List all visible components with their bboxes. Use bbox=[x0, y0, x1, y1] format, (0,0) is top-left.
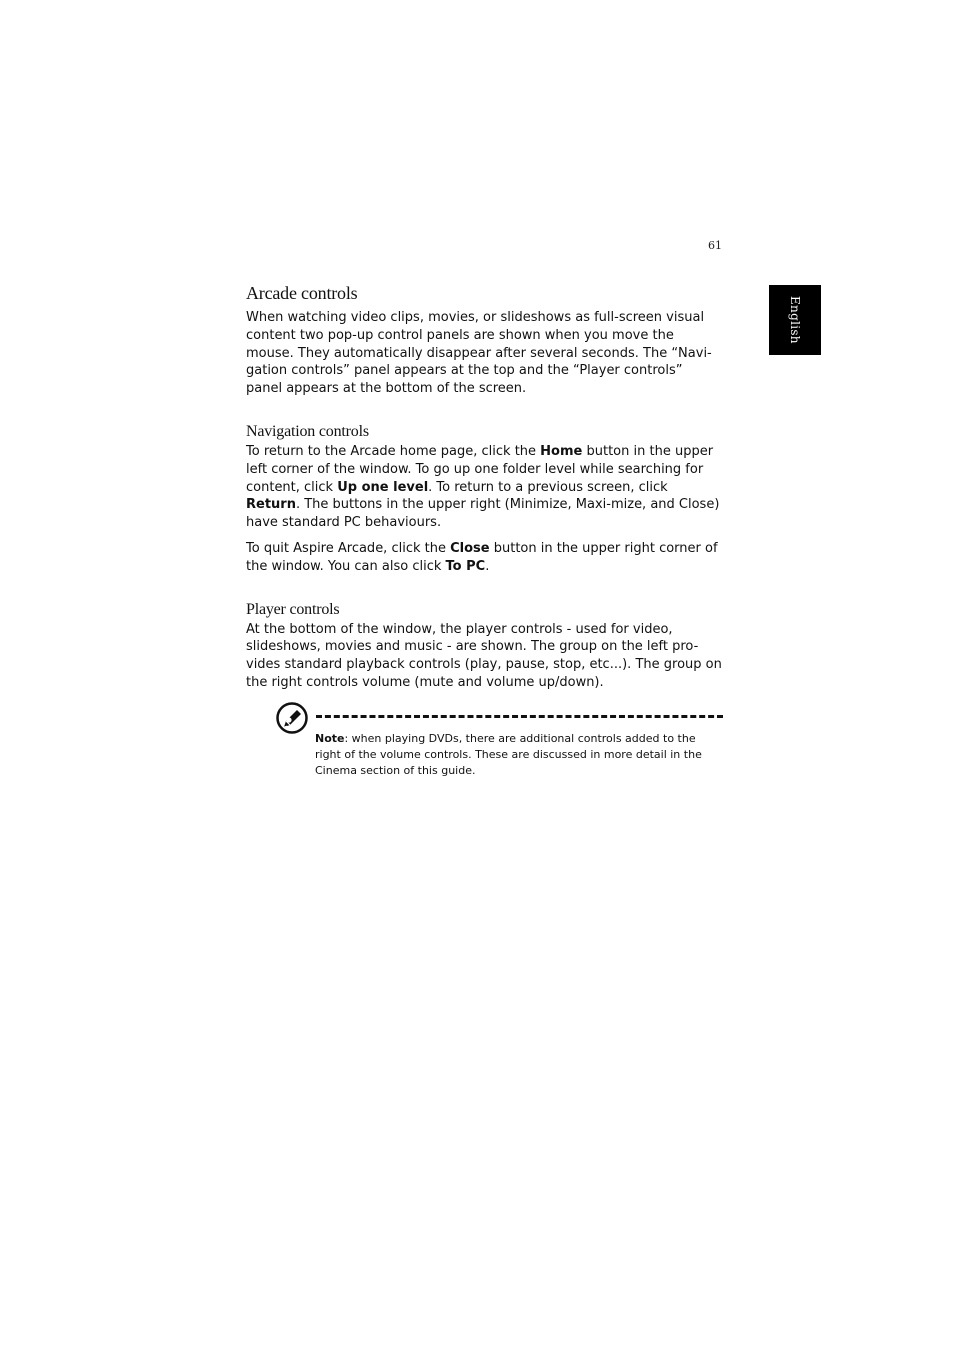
intro-paragraph: When watching video clips, movies, or slideshows as full-screen visual content two pop-up control panels are shown when you move the mouse. They automatically disappear after several seconds. The “Navi-gation controls” panel appears at the top and the “Player controls” panel appears at the bottom of the screen. bbox=[246, 310, 712, 397]
text-run: To quit Aspire Arcade, click the bbox=[246, 540, 451, 556]
main-content bbox=[246, 282, 722, 692]
home-term: Home bbox=[540, 443, 583, 459]
text-run: . bbox=[485, 558, 490, 574]
player-controls-heading: Player controls bbox=[246, 600, 340, 618]
note-divider bbox=[316, 715, 723, 718]
return-term: Return bbox=[246, 497, 296, 513]
note-body: : when playing DVDs, there are additional controls added to the right of the volume controls. These are discussed in more detail in the Cinema section of this guide. bbox=[315, 732, 702, 777]
player-paragraph: At the bottom of the window, the player controls - used for video, slideshows, movies and music - are shown. The group on the left pro-vides standard playback controls (play, pause, stop, etc...). The group on the right controls volume (mute and volume up/down). bbox=[246, 621, 722, 690]
language-tab-label: English bbox=[788, 296, 802, 344]
language-tab bbox=[769, 285, 821, 355]
text-run: To return to the Arcade home page, click the bbox=[246, 443, 541, 459]
to-pc-term: To PC bbox=[445, 558, 486, 574]
note-pen-icon bbox=[276, 702, 308, 734]
page-number: 61 bbox=[708, 239, 722, 252]
navigation-paragraph-2 bbox=[246, 540, 722, 576]
up-one-level-term: Up one level bbox=[337, 479, 429, 495]
note-box bbox=[276, 702, 724, 782]
note-label: Note bbox=[315, 732, 345, 745]
navigation-paragraph-1 bbox=[246, 443, 722, 532]
text-run: button in the upper left corner of the window. To go up one folder level while searching for content, click bbox=[246, 443, 714, 495]
text-run: . To return to a previous screen, click bbox=[428, 479, 668, 495]
text-run: . The buttons in the upper right (Minimize, Maxi-mize, and Close) have standard PC behaviours. bbox=[246, 497, 720, 531]
note-text bbox=[315, 731, 715, 779]
section-title: Arcade controls bbox=[246, 283, 358, 303]
close-term: Close bbox=[450, 540, 490, 556]
navigation-controls-heading: Navigation controls bbox=[246, 422, 369, 440]
text-run: button in the upper right corner of the window. You can also click bbox=[246, 540, 718, 574]
